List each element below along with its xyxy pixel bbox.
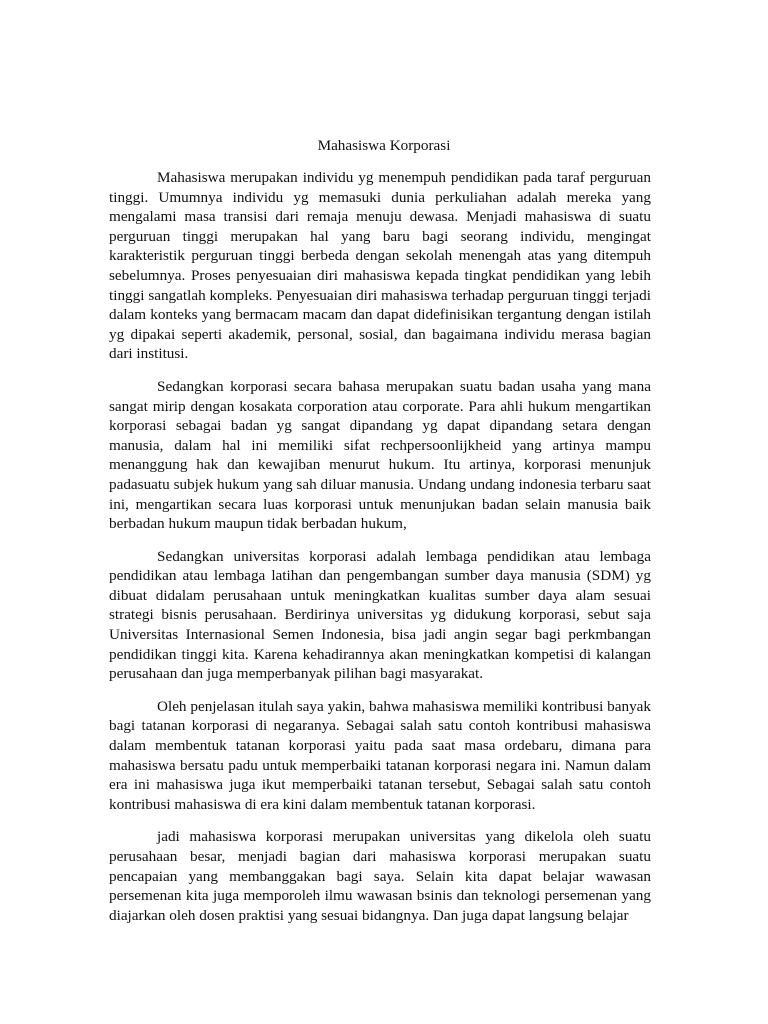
document-title: Mahasiswa Korporasi: [317, 137, 451, 154]
paragraph-3: Sedangkan universitas korporasi adalah lembaga pendidikan atau lembaga pendidikan atau lembaga latihan dan pengembangan sumber daya manusia (SDM) yg dibuat didalam perusahaan untuk meningkatkan kualitas sumber daya alam sesuai strategi bisnis perusahaan. Berdirinya universitas yg didukung korporasi, sebut saja Universitas Internasional Semen Indonesia, bisa jadi angin segar bagi perkmbangan pendidikan tinggi kita. Karena kehadirannya akan meningkatkan kompetisi di kalangan perusahaan dan juga memperbanyak pilihan bagi masyarakat.: [109, 547, 651, 683]
paragraph-5: jadi mahasiswa korporasi merupakan universitas yang dikelola oleh suatu perusahaan besar, menjadi bagian dari mahasiswa korporasi merupakan suatu pencapaian yang membanggakan bagi saya. Selain kita dapat belajar wawasan persemenan kita juga memporoleh ilmu wawasan bsinis dan teknologi persemenan yang diajarkan oleh dosen praktisi yang sesuai bidangnya. Dan juga dapat langsung belajar: [109, 828, 651, 924]
paragraph-2: Sedangkan korporasi secara bahasa merupakan suatu badan usaha yang mana sangat mirip dengan kosakata corporation atau corporate. Para ahli hukum mengartikan korporasi sebagai badan yg sangat dipandang yg dapat dipandang setara dengan manusia, dalam hal ini memiliki sifat rechpersoonlijkheid yang artinya mampu menanggung hak dan kewajiban menurut hukum. Itu artinya, korporasi menunjuk padasuatu subjek hukum yang sah diluar manusia. Undang undang indonesia terbaru saat ini, mengartikan secara luas korporasi untuk menunjukan badan selain manusia baik berbadan hukum maupun tidak berbadan hukum,: [109, 377, 651, 533]
paragraph-1: Mahasiswa merupakan individu yg menempuh pendidikan pada taraf perguruan tinggi. Umumnya individu yg memasuki dunia perkuliahan adalah mereka yang mengalami masa transisi dari remaja menuju dewasa. Menjadi mahasiswa di suatu perguruan tinggi merupakan hal yang baru bagi seorang individu, mengingat karakteristik perguruan tinggi berbeda dengan sekolah menengah atas yang ditempuh sebelumnya. Proses penyesuaian diri mahasiswa kepada tingkat pendidikan yang lebih tinggi sangatlah kompleks. Penyesuaian diri mahasiswa terhadap perguruan tinggi terjadi dalam konteks yang bermacam macam dan dapat didefinisikan tergantung dengan istilah yg dipakai seperti akademik, personal, sosial, dan bagaimana individu merasa bagian dari institusi.: [109, 169, 651, 363]
paragraph-4: Oleh penjelasan itulah saya yakin, bahwa mahasiswa memiliki kontribusi banyak bagi tatanan korporasi di negaranya. Sebagai salah satu contoh kontribusi mahasiswa dalam membentuk tatanan korporasi yaitu pada saat masa ordebaru, dimana para mahasiswa bersatu padu untuk memperbaiki tatanan korporasi negara ini. Namun dalam era ini mahasiswa juga ikut memperbaiki tatanan tersebut, Sebagai salah satu contoh kontribusi mahasiswa di era kini dalam membentuk tatanan korporasi.: [109, 697, 651, 813]
document-body: [109, 168, 651, 938]
